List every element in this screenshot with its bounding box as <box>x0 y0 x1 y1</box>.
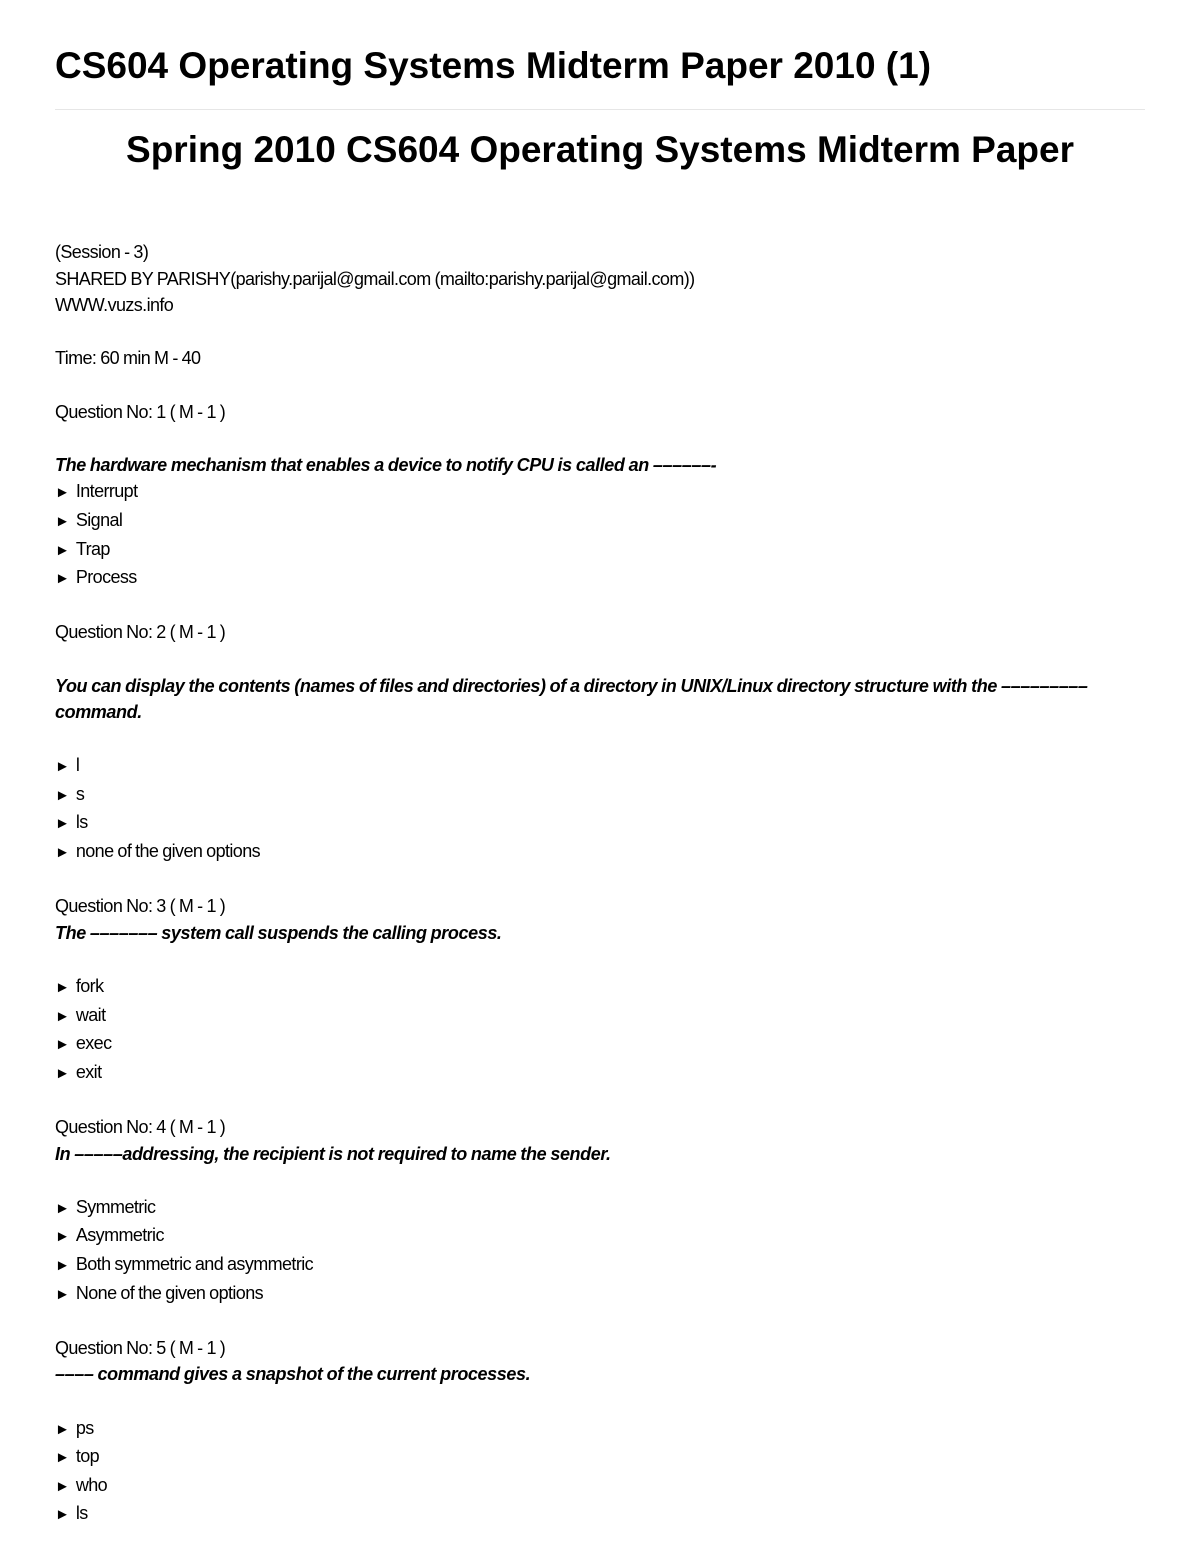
option <box>55 478 1145 507</box>
option-label: l <box>75 755 80 776</box>
option-label: top <box>75 1446 100 1467</box>
spacer <box>55 646 1145 673</box>
option-label: s <box>75 783 85 804</box>
option-label: Asymmetric <box>75 1225 164 1246</box>
question-number: Question No: 2 ( M - 1 ) <box>55 622 226 643</box>
question-number: Question No: 4 ( M - 1 ) <box>55 1117 226 1137</box>
question-number: Question No: 5 ( M - 1 ) <box>55 1337 226 1358</box>
bullet-icon: ► <box>55 786 70 804</box>
spacer <box>55 1167 1145 1194</box>
option-label: Trap <box>75 538 110 559</box>
spacer <box>55 319 1145 346</box>
option <box>55 1194 1145 1223</box>
option-label: Both symmetric and asymmetric <box>75 1253 314 1274</box>
option-label: Interrupt <box>75 481 138 502</box>
question-2 <box>55 619 1145 866</box>
option <box>55 1443 1145 1472</box>
option <box>55 752 1145 781</box>
bullet-icon: ► <box>55 758 70 776</box>
bullet-icon: ► <box>55 512 70 530</box>
option-label: ls <box>75 1503 88 1524</box>
option <box>55 838 1145 867</box>
bullet-icon: ► <box>55 1477 70 1495</box>
option <box>55 1002 1145 1031</box>
bullet-icon: ► <box>55 1256 70 1274</box>
bullet-icon: ► <box>55 541 70 559</box>
option <box>55 809 1145 838</box>
bullet-icon: ► <box>55 1007 70 1025</box>
question-3 <box>55 893 1145 1087</box>
bullet-icon: ► <box>55 844 70 862</box>
bullet-icon: ► <box>55 1228 70 1246</box>
website-line: WWW.vuzs.info <box>55 295 174 316</box>
spacer <box>55 1388 1145 1415</box>
question-5 <box>55 1335 1145 1529</box>
title-divider <box>55 109 1145 110</box>
option <box>55 536 1145 565</box>
option-label: Process <box>75 567 137 588</box>
paper-body <box>55 239 1145 1529</box>
time-marks-line: Time: 60 min M - 40 <box>55 348 201 369</box>
option-label: ps <box>75 1417 94 1438</box>
question-4 <box>55 1114 1145 1308</box>
spacer <box>55 726 1145 753</box>
option <box>55 781 1145 810</box>
bullet-icon: ► <box>55 1420 70 1438</box>
option <box>55 973 1145 1002</box>
bullet-icon: ► <box>55 484 70 502</box>
option-label: exec <box>75 1033 112 1054</box>
spacer <box>55 946 1145 973</box>
option-label: fork <box>75 976 104 997</box>
option-label: ls <box>75 812 88 833</box>
option <box>55 1222 1145 1251</box>
option <box>55 1251 1145 1280</box>
question-text: –––– command gives a snapshot of the current processes. <box>55 1364 531 1385</box>
shared-by-line: SHARED BY PARISHY(parishy.parijal@gmail.com (mailto:parishy.parijal@gmail.com)) <box>55 268 695 289</box>
option <box>55 1059 1145 1088</box>
bullet-icon: ► <box>55 570 70 588</box>
bullet-icon: ► <box>55 1449 70 1467</box>
bullet-icon: ► <box>55 1199 70 1217</box>
option <box>55 1280 1145 1309</box>
option-label: Symmetric <box>75 1196 156 1217</box>
spacer <box>55 372 1145 399</box>
option <box>55 1415 1145 1444</box>
option <box>55 1472 1145 1501</box>
spacer <box>55 425 1145 452</box>
bullet-icon: ► <box>55 1285 70 1303</box>
bullet-icon: ► <box>55 979 70 997</box>
option-label: None of the given options <box>75 1282 264 1303</box>
option-label: none of the given options <box>75 841 261 862</box>
spacer <box>55 867 1145 894</box>
bullet-icon: ► <box>55 1036 70 1054</box>
bullet-icon: ► <box>55 815 70 833</box>
option-label: wait <box>75 1004 106 1025</box>
question-1 <box>55 399 1145 593</box>
spacer <box>55 593 1145 620</box>
session-label: (Session - 3) <box>55 242 149 262</box>
question-text: The hardware mechanism that enables a device to notify CPU is called an ––––––- <box>55 454 717 475</box>
option <box>55 1030 1145 1059</box>
option <box>55 507 1145 536</box>
option <box>55 1500 1145 1529</box>
option-label: who <box>75 1474 108 1495</box>
bullet-icon: ► <box>55 1506 70 1524</box>
spacer <box>55 1308 1145 1335</box>
paper-heading: Spring 2010 CS604 Operating Systems Midterm Paper <box>126 129 1074 170</box>
spacer <box>55 1087 1145 1114</box>
question-text: The ––––––– system call suspends the calling process. <box>55 922 502 943</box>
question-number: Question No: 1 ( M - 1 ) <box>55 401 226 422</box>
option-label: exit <box>75 1061 102 1082</box>
bullet-icon: ► <box>55 1064 70 1082</box>
document-title: CS604 Operating Systems Midterm Paper 2010 (1) <box>55 45 932 86</box>
question-text: You can display the contents (names of files and directories) of a directory in UNIX/Linux directory structure with the ––––––––– command. <box>55 675 1088 723</box>
question-number: Question No: 3 ( M - 1 ) <box>55 896 226 917</box>
option <box>55 564 1145 593</box>
question-text: In –––––addressing, the recipient is not required to name the sender. <box>55 1143 611 1164</box>
option-label: Signal <box>75 509 123 530</box>
